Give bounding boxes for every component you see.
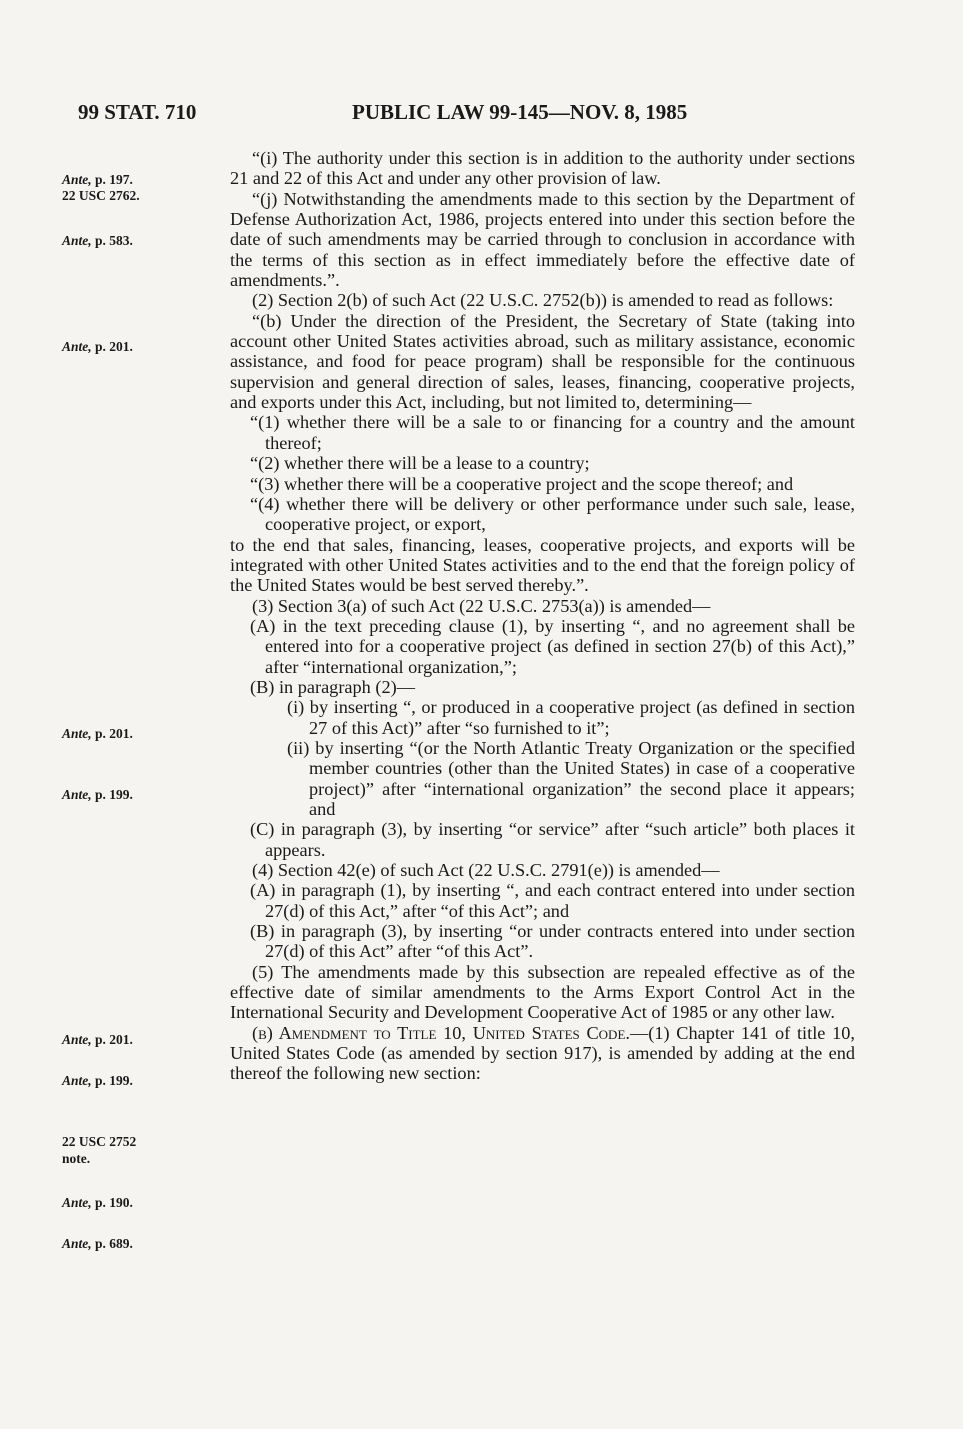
statute-page-number: 99 STAT. 710 (78, 100, 197, 124)
margin-note: Ante, p. 199. (62, 1073, 133, 1088)
paragraph: “(j) Notwithstanding the amendments made to this section by the Department of Defense Authorization Act, 1986, projects entered into under this section before the date of such amendments may be carried through to conclusion in accordance with the terms of this section as in effect immediately before the effective date of amendments.”. (230, 188, 855, 291)
page-header (78, 100, 858, 130)
paragraph: (4) Section 42(e) of such Act (22 U.S.C. 2791(e)) is amended— (252, 860, 720, 881)
paragraph: (ii) by inserting “(or the North Atlantic Treaty Organization or the specified member countries (other than the United States) in case of a cooperative project)” after “international organization” the second place it appears; and (287, 737, 855, 819)
paragraph: “(b) Under the direction of the President, the Secretary of State (taking into account other United States activities abroad, such as military assistance, economic assistance, and food for peace program) shall be responsible for the continuous supervision and general direction of sales, leases, financing, cooperative projects, and exports under this Act, including, but not limited to, determining— (230, 310, 855, 413)
paragraph: “(1) whether there will be a sale to or financing for a country and the amount thereof; (250, 412, 855, 453)
paragraph: (2) Section 2(b) of such Act (22 U.S.C. 2752(b)) is amended to read as follows: (252, 290, 834, 311)
section-text: —(1) Chapter 141 of title 10, United States Code (as amended by section 917), is amended by adding at the end thereof the following new section: (230, 1022, 855, 1084)
paragraph: (B) in paragraph (2)— (250, 676, 415, 697)
statute-body (230, 148, 855, 1084)
margin-note: Ante, p. 199. (62, 787, 133, 802)
paragraph: (A) in the text preceding clause (1), by inserting “, and no agreement shall be entered into for a cooperative project (as defined in section 27(b) of this Act),” after “international organization,”; (250, 615, 855, 677)
margin-note: Ante, p. 190. (62, 1195, 133, 1210)
paragraph: (5) The amendments made by this subsection are repealed effective as of the effective date of similar amendments to the Arms Export Control Act in the International Security and Development Cooperative Act of 1985 or any other law. (230, 961, 855, 1023)
paragraph: “(3) whether there will be a cooperative project and the scope thereof; and (250, 473, 794, 494)
margin-note: Ante, p. 583. (62, 233, 133, 248)
paragraph (230, 1023, 855, 1084)
section-heading: (b) Amendment to Title 10, United States Code. (252, 1022, 630, 1043)
paragraph: “(2) whether there will be a lease to a country; (250, 453, 590, 474)
margin-note: Ante, p. 689. (62, 1236, 133, 1251)
margin-note: Ante, p. 201. (62, 726, 133, 741)
margin-note: 22 USC 2762. (62, 188, 140, 203)
margin-note: 22 USC 2752 (62, 1134, 137, 1149)
margin-note: Ante, p. 201. (62, 339, 133, 354)
paragraph: (A) in paragraph (1), by inserting “, and each contract entered into under section 27(d) of this Act,” after “of this Act”; and (250, 880, 855, 921)
paragraph: “(4) whether there will be delivery or other performance under such sale, lease, cooperative project, or export, (250, 493, 855, 535)
paragraph: “(i) The authority under this section is in addition to the authority under sections 21 and 22 of this Act and under any other provision of law. (230, 148, 855, 189)
paragraph: (B) in paragraph (3), by inserting “or under contracts entered into under section 27(d) of this Act” after “of this Act”. (250, 921, 855, 962)
margin-note: Ante, p. 197. (62, 172, 133, 187)
paragraph: (i) by inserting “, or produced in a cooperative project (as defined in section 27 of this Act)” after “so furnished to it”; (287, 697, 855, 738)
paragraph: (C) in paragraph (3), by inserting “or service” after “such article” both places it appears. (250, 819, 855, 860)
margin-note: Ante, p. 201. (62, 1032, 133, 1047)
margin-note: note. (62, 1151, 91, 1166)
paragraph: (3) Section 3(a) of such Act (22 U.S.C. 2753(a)) is amended— (252, 595, 711, 616)
paragraph: to the end that sales, financing, leases, cooperative projects, and exports will be integrated with other United States activities and to the end that the foreign policy of the United States would be best served thereby.”. (230, 534, 855, 596)
public-law-title: PUBLIC LAW 99-145—NOV. 8, 1985 (352, 100, 688, 124)
